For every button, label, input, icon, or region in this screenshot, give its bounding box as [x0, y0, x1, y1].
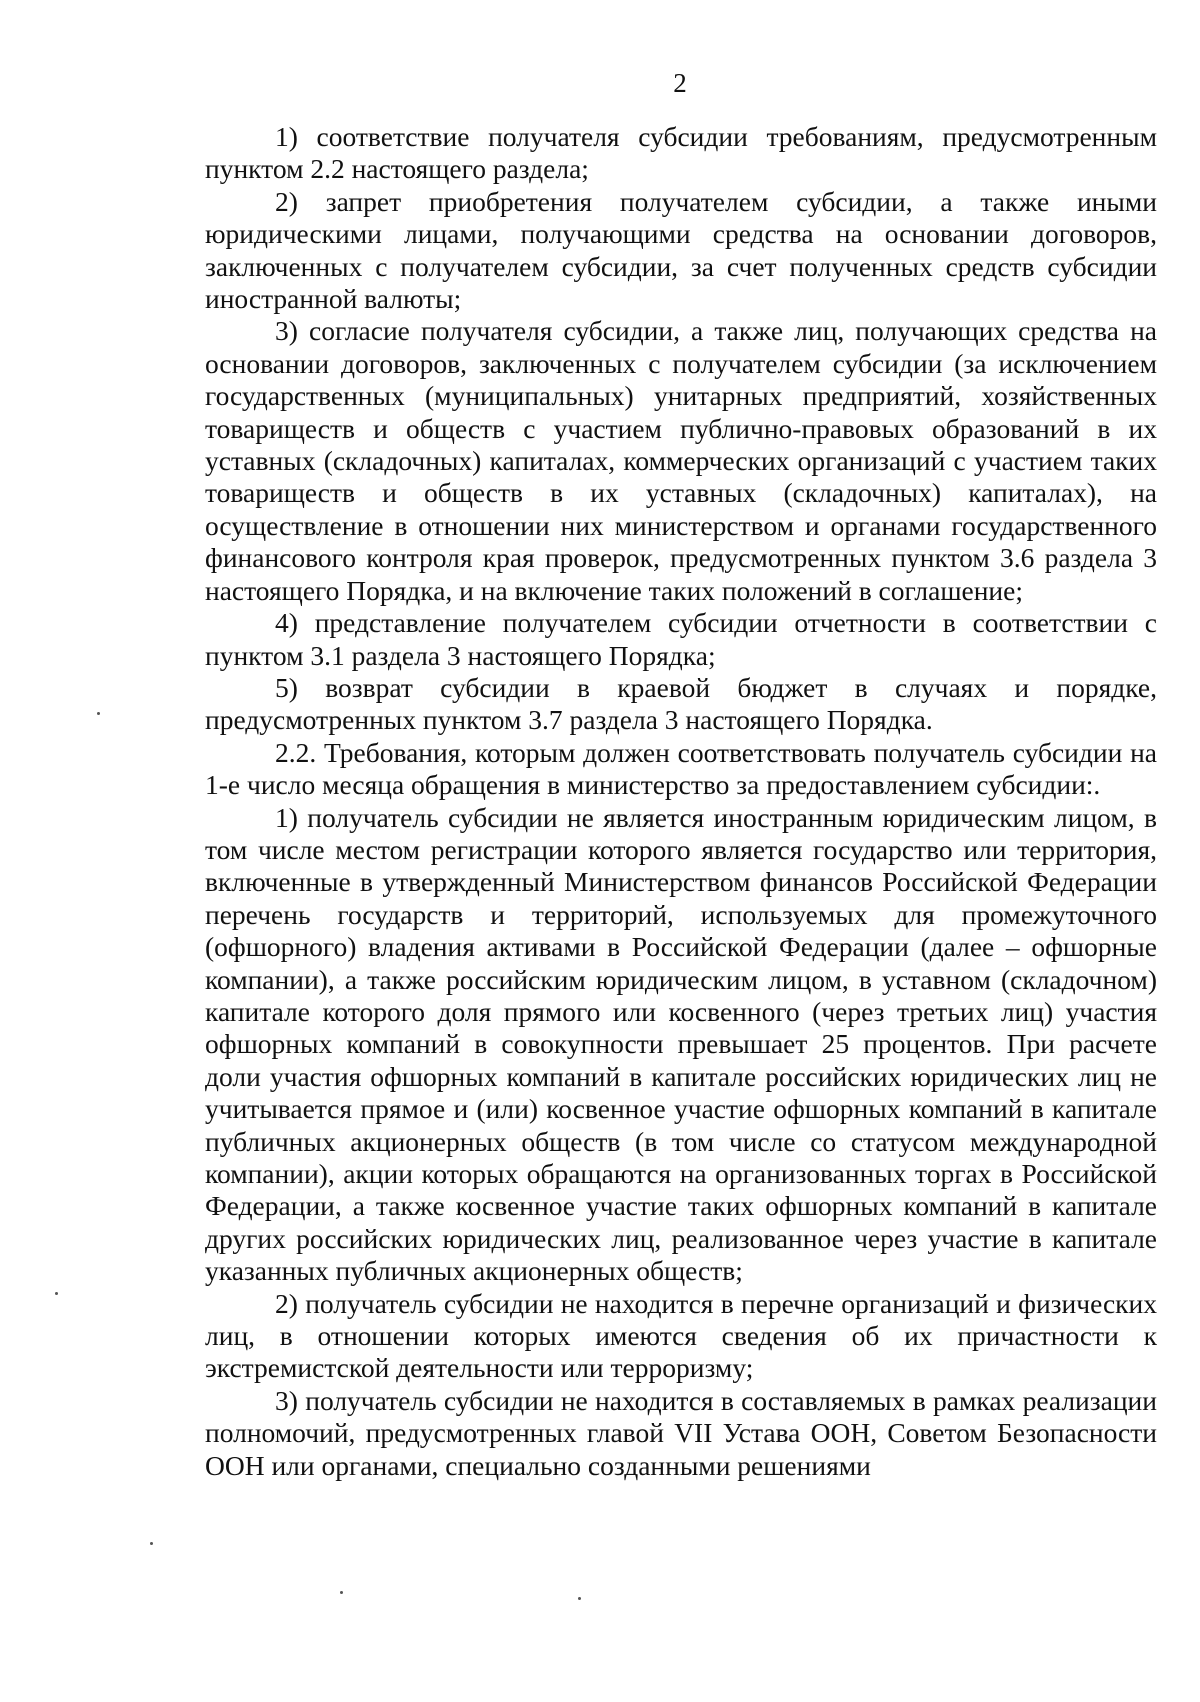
document-body: [205, 121, 1157, 1482]
scan-speck: [55, 1292, 58, 1295]
section-2-2-paragraph: 2.2. Требования, которым должен соответствовать получатель субсидии на 1-е число месяца обращения в министерство за предоставлением субсидии:.: [205, 736, 1157, 801]
paragraph-item-3: 3) согласие получателя субсидии, а также лиц, получающих средства на основании договоров, заключенных с получателем субсидии (за исключением государственных (муниципальных) унитарных предприятий, хозяйственных товариществ и обществ с участием публично-правовых образований в их уставных (складочных) капиталах, коммерческих организаций с участием таких товариществ и обществ в их уставных (складочных) капиталах), на осуществление в отношении них министерством и органами государственного финансового контроля края проверок, предусмотренных пунктом 3.6 раздела 3 настоящего Порядка, и на включение таких положений в соглашение;: [205, 315, 1157, 606]
requirement-2-paragraph: 2) получатель субсидии не находится в перечне организаций и физических лиц, в отношении которых имеются сведения об их причастности к экстремистской деятельности или терроризму;: [205, 1287, 1157, 1384]
paragraph-item-2: 2) запрет приобретения получателем субсидии, а также иными юридическими лицами, получающими средства на основании договоров, заключенных с получателем субсидии, за счет полученных средств субсидии иностранной валюты;: [205, 185, 1157, 315]
requirement-1-paragraph: 1) получатель субсидии не является иностранным юридическим лицом, в том числе местом регистрации которого является государство или территория, включенные в утвержденный Министерством финансов Российской Федерации перечень государств и территорий, используемых для промежуточного (офшорного) владения активами в Российской Федерации (далее – офшорные компании), а также российским юридическим лицом, в уставном (складочном) капитале которого доля прямого или косвенного (через третьих лиц) участия офшорных компаний в совокупности превышает 25 процентов. При расчете доли участия офшорных компаний в капитале российских юридических лиц не учитывается прямое и (или) косвенное участие офшорных компаний в капитале публичных акционерных обществ (в том числе со статусом международной компании), акции которых обращаются на организованных торгах в Российской Федерации, а также косвенное участие таких офшорных компаний в капитале других российских юридических лиц, реализованное через участие в капитале указанных публичных акционерных обществ;: [205, 801, 1157, 1287]
scan-speck: [97, 712, 100, 715]
requirement-3-paragraph: 3) получатель субсидии не находится в составляемых в рамках реализации полномочий, предусмотренных главой VII Устава ООН, Советом Безопасности ООН или органами, специально созданными решениями: [205, 1384, 1157, 1481]
paragraph-item-1: 1) соответствие получателя субсидии требованиям, предусмотренным пунктом 2.2 настоящего раздела;: [205, 121, 1157, 185]
paragraph-item-4: 4) представление получателем субсидии отчетности в соответствии с пунктом 3.1 раздела 3 настоящего Порядка;: [205, 607, 1157, 671]
page-number: 2: [673, 68, 687, 98]
scan-speck: [578, 1597, 581, 1600]
scan-speck: [340, 1591, 343, 1594]
scan-speck: [150, 1542, 153, 1545]
paragraph-item-5: 5) возврат субсидии в краевой бюджет в случаях и порядке, предусмотренных пунктом 3.7 раздела 3 настоящего Порядка.: [205, 671, 1157, 736]
